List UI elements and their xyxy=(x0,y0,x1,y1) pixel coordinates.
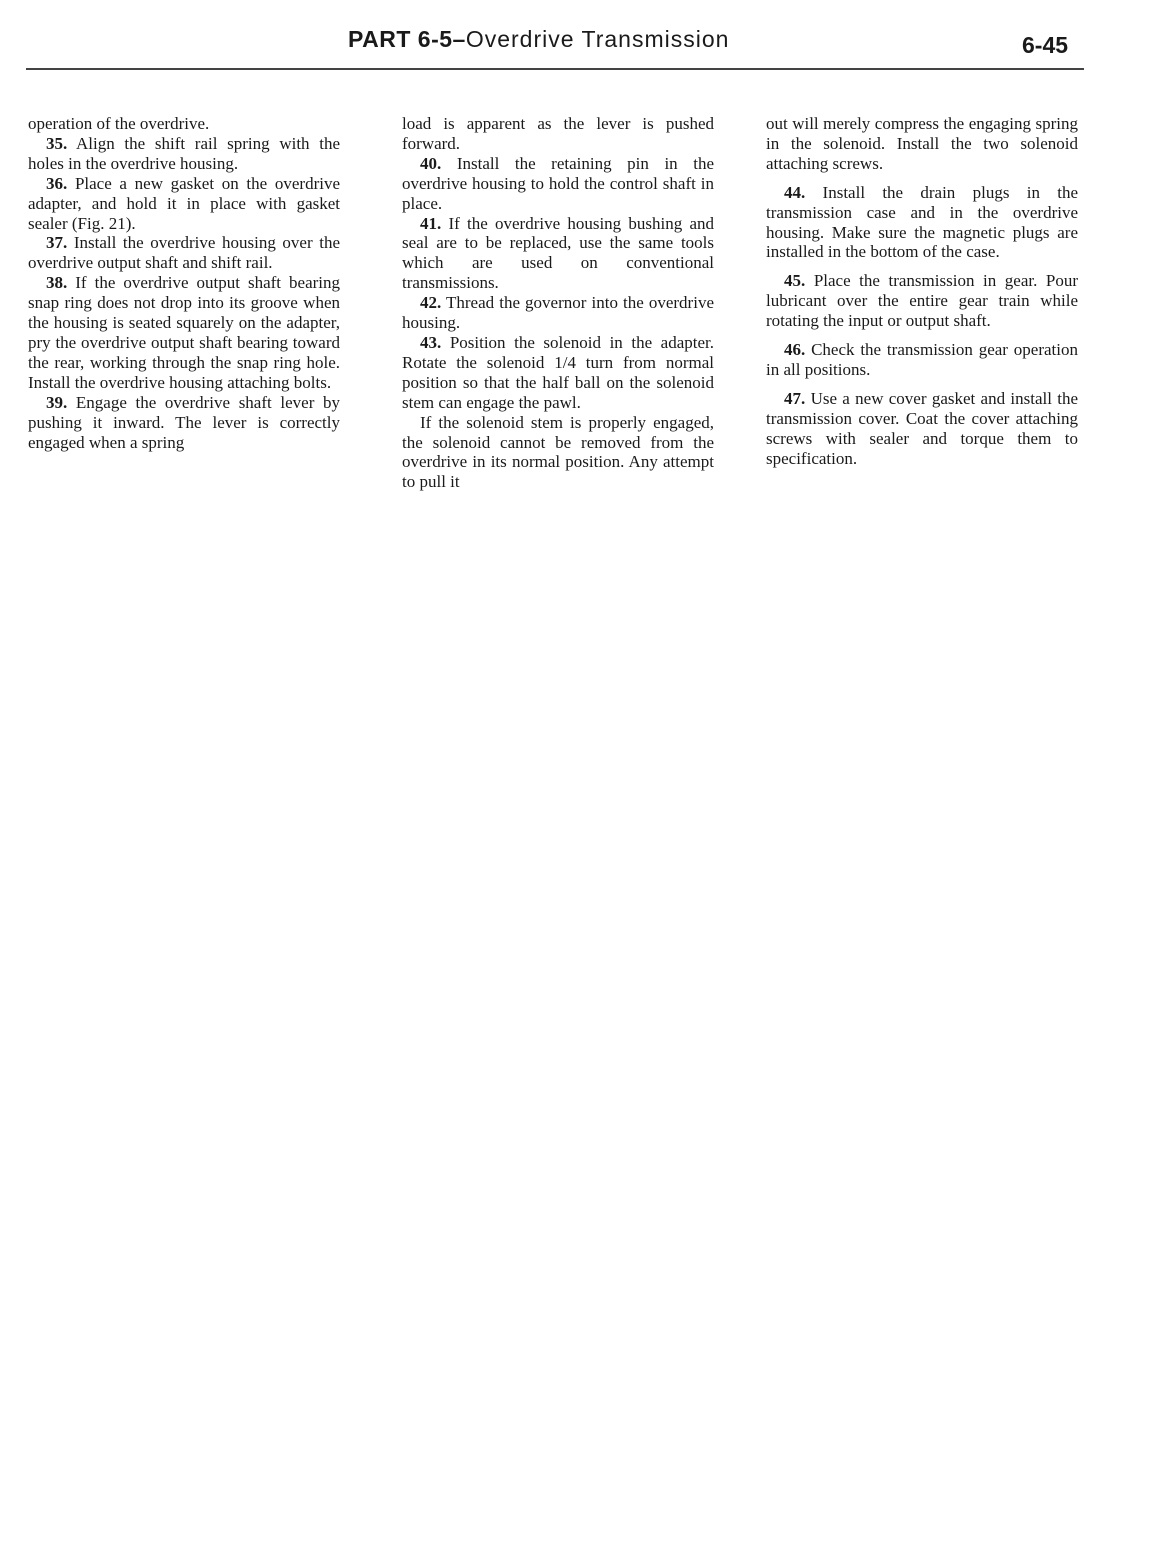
step-text: If the overdrive output shaft bearing snap ring does not drop into its groove when the housing is seated squarely on the adapter, pry the overdrive output shaft bearing toward the rear, working through the snap ring hole. Install the overdrive housing attaching bolts. xyxy=(28,273,340,392)
step-number: 42. xyxy=(420,293,442,313)
step-47 xyxy=(766,389,1078,469)
step-45 xyxy=(766,271,1078,331)
step-text: Place a new gasket on the overdrive adapter, and hold it in place with gasket sealer (Fig. 21). xyxy=(28,173,340,233)
paragraph-text: If the solenoid stem is properly engaged, the solenoid cannot be removed from the overdrive in its normal position. Any attempt to pull it xyxy=(402,412,714,492)
step-36 xyxy=(28,174,340,234)
step-number: 38. xyxy=(46,273,68,293)
page-header xyxy=(0,22,1164,62)
step-number: 46. xyxy=(784,340,806,360)
step-text: Engage the overdrive shaft lever by pushing it inward. The lever is correctly engaged when a spring xyxy=(28,392,340,452)
paragraph-text: operation of the overdrive. xyxy=(28,114,210,133)
text-column-3 xyxy=(766,114,1078,469)
step-text: Thread the governor into the overdrive housing. xyxy=(402,293,714,333)
step-text: Align the shift rail spring with the holes in the overdrive housing. xyxy=(28,133,341,173)
paragraph xyxy=(402,114,714,154)
step-text: Position the solenoid in the adapter. Rotate the solenoid 1/4 turn from normal position so that the half ball on the solenoid stem can engage the pawl. xyxy=(402,332,714,412)
step-text: Place the transmission in gear. Pour lubricant over the entire gear train while rotating the input or output shaft. xyxy=(766,271,1079,331)
step-text: Install the drain plugs in the transmission case and in the overdrive housing. Make sure the magnetic plugs are installed in the bottom of the case. xyxy=(766,182,1078,262)
step-44 xyxy=(766,183,1078,263)
step-text: Use a new cover gasket and install the transmission cover. Coat the cover attaching screws with sealer and torque them to specification. xyxy=(766,388,1079,468)
paragraph-text: load is apparent as the lever is pushed forward. xyxy=(402,114,714,153)
part-label: PART 6-5 xyxy=(348,26,453,52)
step-number: 45. xyxy=(784,271,806,291)
paragraph-text: out will merely compress the engaging spring in the solenoid. Install the two solenoid attaching screws. xyxy=(766,114,1078,173)
step-38 xyxy=(28,273,340,392)
step-text: Install the overdrive housing over the overdrive output shaft and shift rail. xyxy=(28,233,340,273)
step-text: Install the retaining pin in the overdrive housing to hold the control shaft in place. xyxy=(402,153,714,213)
step-number: 35. xyxy=(46,133,68,153)
step-43 xyxy=(402,333,714,413)
page-title xyxy=(348,26,729,53)
step-40 xyxy=(402,154,714,214)
paragraph xyxy=(402,413,714,493)
header-rule xyxy=(26,68,1084,70)
step-text: If the overdrive housing bushing and seal are to be replaced, use the same tools which are used on conventional transmissions. xyxy=(402,213,714,293)
step-35 xyxy=(28,134,340,174)
step-number: 43. xyxy=(420,332,442,352)
step-37 xyxy=(28,233,340,273)
step-number: 44. xyxy=(784,182,806,202)
text-column-2 xyxy=(402,114,714,492)
paragraph xyxy=(766,114,1078,174)
step-46 xyxy=(766,340,1078,380)
paragraph xyxy=(28,114,340,134)
step-number: 40. xyxy=(420,153,442,173)
page-number: 6-45 xyxy=(1022,32,1069,58)
step-number: 39. xyxy=(46,392,68,412)
step-number: 41. xyxy=(420,213,442,233)
step-number: 37. xyxy=(46,233,68,253)
step-number: 47. xyxy=(784,388,806,408)
text-column-1 xyxy=(28,114,340,452)
title-dash: – xyxy=(452,26,466,52)
step-39 xyxy=(28,393,340,453)
step-42 xyxy=(402,293,714,333)
section-title: Overdrive Transmission xyxy=(465,26,730,52)
step-41 xyxy=(402,214,714,294)
step-text: Check the transmission gear operation in all positions. xyxy=(766,340,1078,379)
step-number: 36. xyxy=(46,173,68,193)
